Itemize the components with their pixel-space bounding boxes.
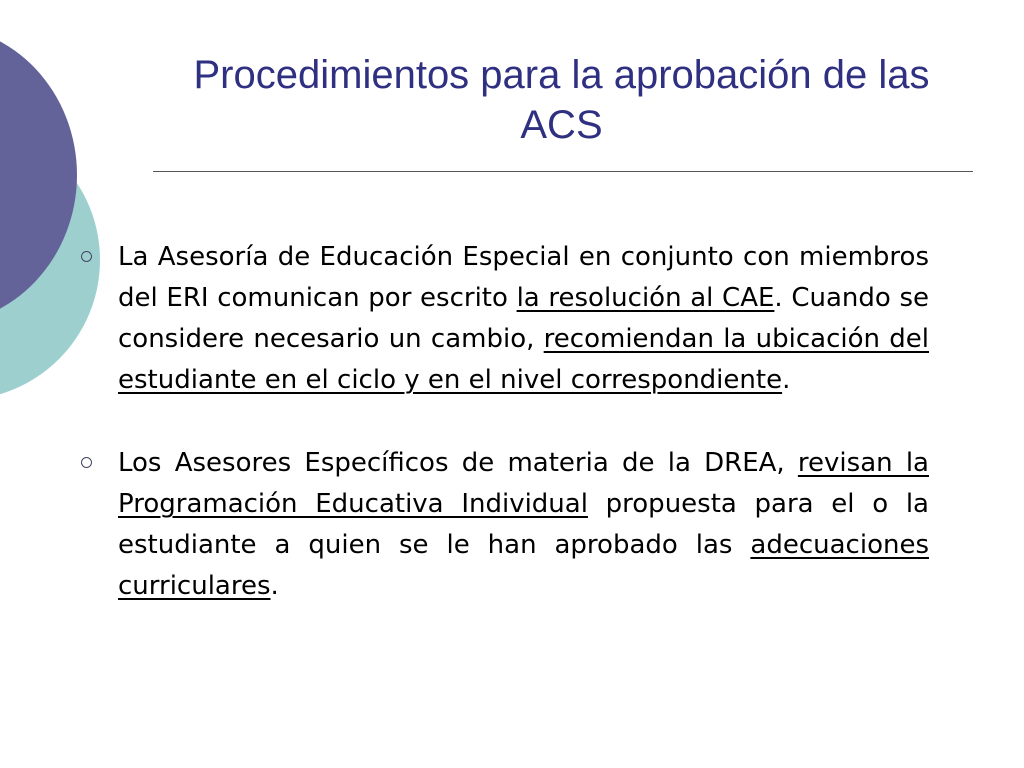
- slide-title: Procedimientos para la aprobación de las ACS: [193, 53, 930, 147]
- bullet-item-1: [78, 237, 929, 401]
- bullet-text-segment: .: [782, 365, 791, 395]
- underlined-text: revisan la Programación Educativa Individual: [118, 448, 929, 519]
- underlined-text: la resolución al CAE: [516, 283, 775, 313]
- underlined-text: recomiendan la ubicación del estudiante en el ciclo y en el nivel correspondiente: [118, 324, 929, 395]
- bullet-text-segment: La Asesoría de Educación Especial en conjunto con miembros del ERI comunican por escrito: [118, 242, 929, 313]
- hollow-circle-bullet-icon: [81, 457, 92, 468]
- bullet-list: [78, 237, 929, 649]
- underlined-text: adecuaciones curriculares: [118, 530, 929, 601]
- bullet-text-segment: propuesta para el o la estudiante a quien se le han aprobado las: [118, 489, 929, 560]
- bullet-text-segment: Los Asesores Específicos de materia de la DREA,: [118, 448, 798, 478]
- title-divider: [153, 171, 973, 172]
- bullet-text-segment: .: [270, 571, 279, 601]
- bullet-text-segment: . Cuando se considere necesario un cambio,: [118, 283, 929, 354]
- bullet-item-2: [78, 443, 929, 607]
- hollow-circle-bullet-icon: [81, 251, 92, 262]
